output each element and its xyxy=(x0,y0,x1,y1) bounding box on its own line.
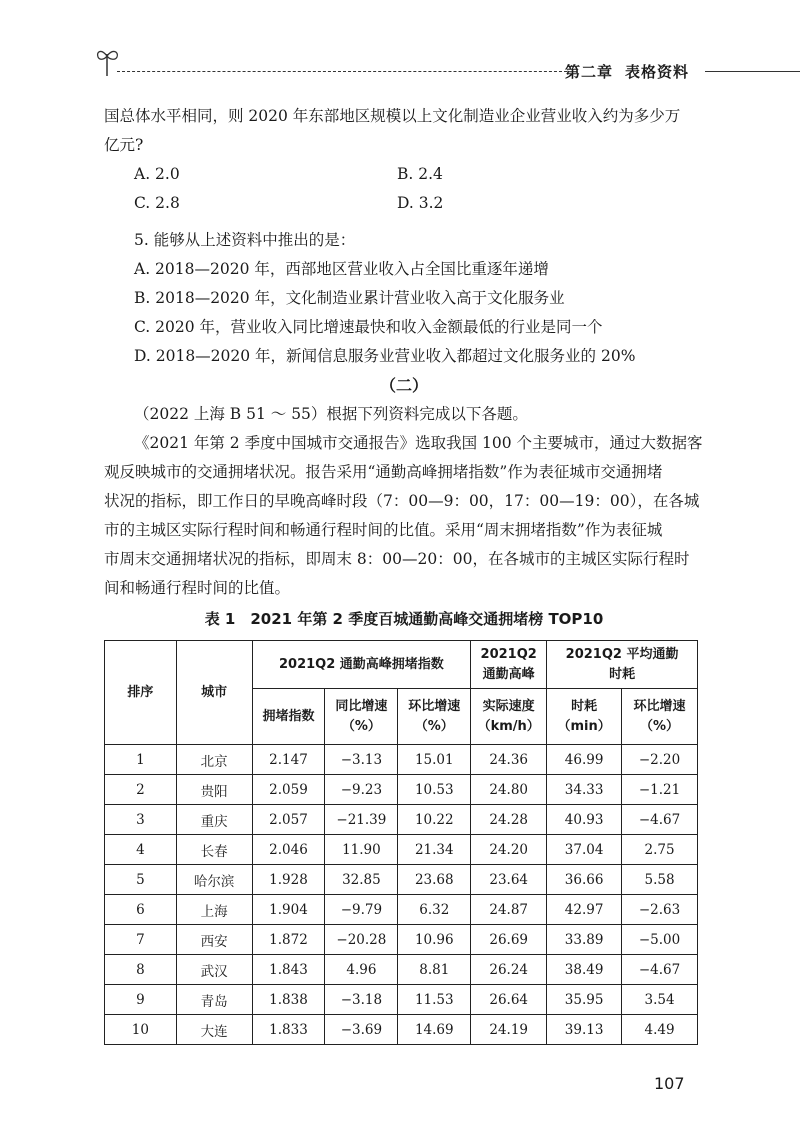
cell-yoy: −9.79 xyxy=(325,895,398,925)
chapter-number: 第二章 xyxy=(565,63,614,81)
cell-city: 上海 xyxy=(176,895,252,925)
cell-city: 青岛 xyxy=(176,985,252,1015)
cell-mom: 11.53 xyxy=(398,985,471,1015)
cell-mom: 6.32 xyxy=(398,895,471,925)
table-row xyxy=(105,985,698,1015)
cell-city: 长春 xyxy=(176,835,252,865)
q5-option-a: A. 2018—2020 年，西部地区营业收入占全国比重逐年递增 xyxy=(134,260,549,278)
header-time-line-2: （min） xyxy=(557,718,611,734)
source-line: （2022 上海 B 51 ～ 55）根据下列资料完成以下各题。 xyxy=(134,405,528,423)
cell-speed: 24.19 xyxy=(471,1015,547,1045)
cell-yoy: −9.23 xyxy=(325,775,398,805)
header-time-line-1: 时耗 xyxy=(571,698,598,714)
cell-time-mom: −1.21 xyxy=(622,775,698,805)
cell-city: 武汉 xyxy=(176,955,252,985)
cell-index: 1.904 xyxy=(252,895,325,925)
cell-index: 2.059 xyxy=(252,775,325,805)
q4-options-row-2 xyxy=(104,189,704,218)
intro-line-2: 观反映城市的交通拥堵状况。报告采用“通勤高峰拥堵指数”作为表征城市交通拥堵 xyxy=(104,463,663,481)
cell-index: 2.147 xyxy=(252,745,325,775)
intro-line-6: 间和畅通行程时间的比值。 xyxy=(104,579,291,597)
table-row xyxy=(105,895,698,925)
cell-mom: 21.34 xyxy=(398,835,471,865)
cell-time-mom: −4.67 xyxy=(622,805,698,835)
q5-option-b: B. 2018—2020 年，文化制造业累计营业收入高于文化服务业 xyxy=(134,289,565,307)
cell-time: 33.89 xyxy=(547,925,622,955)
question-5 xyxy=(104,226,704,603)
header-speed-group xyxy=(471,641,547,689)
cell-yoy: −3.69 xyxy=(325,1015,398,1045)
header-yoy xyxy=(325,689,398,745)
intro-line-4: 市的主城区实际行程时间和畅通行程时间的比值。采用“周末拥堵指数”作为表征城 xyxy=(104,521,663,539)
q4-option-a: A. 2.0 xyxy=(134,165,180,183)
q4-line-2: 亿元? xyxy=(104,136,144,154)
table-row xyxy=(105,1015,698,1045)
cell-rank: 1 xyxy=(105,745,177,775)
header-yoy-line-2: （%） xyxy=(341,718,381,734)
cell-time: 46.99 xyxy=(547,745,622,775)
cell-time-mom: −4.67 xyxy=(622,955,698,985)
question-4 xyxy=(104,102,704,218)
cell-city: 大连 xyxy=(176,1015,252,1045)
cell-city: 西安 xyxy=(176,925,252,955)
q4-options-row-1 xyxy=(104,160,704,189)
cell-city: 贵阳 xyxy=(176,775,252,805)
cell-mom: 14.69 xyxy=(398,1015,471,1045)
intro-line-3: 状况的指标，即工作日的早晚高峰时段（7：00—9：00，17：00—19：00），在各城 xyxy=(104,492,700,510)
q4-option-d: D. 3.2 xyxy=(397,194,444,212)
cell-speed: 24.87 xyxy=(471,895,547,925)
table-row xyxy=(105,745,698,775)
cell-mom: 8.81 xyxy=(398,955,471,985)
header-time-mom xyxy=(622,689,698,745)
header-time-group-line-1: 2021Q2 平均通勤 xyxy=(565,646,679,662)
cell-rank: 7 xyxy=(105,925,177,955)
cell-city: 哈尔滨 xyxy=(176,865,252,895)
cell-time: 34.33 xyxy=(547,775,622,805)
cell-speed: 24.36 xyxy=(471,745,547,775)
sprout-icon xyxy=(95,44,121,78)
cell-speed: 26.69 xyxy=(471,925,547,955)
header-time-mom-line-2: （%） xyxy=(640,718,680,734)
cell-mom: 10.22 xyxy=(398,805,471,835)
cell-rank: 8 xyxy=(105,955,177,985)
q4-option-b: B. 2.4 xyxy=(397,165,443,183)
cell-time-mom: −2.20 xyxy=(622,745,698,775)
table-row xyxy=(105,955,698,985)
cell-yoy: −21.39 xyxy=(325,805,398,835)
cell-time: 39.13 xyxy=(547,1015,622,1045)
header-mom-line-2: （%） xyxy=(414,718,454,734)
traffic-congestion-table xyxy=(104,640,698,1045)
header-speed xyxy=(471,689,547,745)
header-time-mom-line-1: 环比增速 xyxy=(633,698,686,714)
cell-rank: 5 xyxy=(105,865,177,895)
cell-index: 2.057 xyxy=(252,805,325,835)
cell-yoy: 4.96 xyxy=(325,955,398,985)
cell-mom: 10.53 xyxy=(398,775,471,805)
chapter-title: 表格资料 xyxy=(625,63,690,81)
cell-time-mom: 2.75 xyxy=(622,835,698,865)
cell-time-mom: 3.54 xyxy=(622,985,698,1015)
header-time xyxy=(547,689,622,745)
cell-speed: 23.64 xyxy=(471,865,547,895)
cell-index: 1.843 xyxy=(252,955,325,985)
table-body xyxy=(105,745,698,1045)
header-rule-right xyxy=(705,71,800,72)
cell-time: 36.66 xyxy=(547,865,622,895)
cell-speed: 24.80 xyxy=(471,775,547,805)
header-rank: 排序 xyxy=(105,641,177,745)
cell-index: 1.838 xyxy=(252,985,325,1015)
cell-time: 37.04 xyxy=(547,835,622,865)
cell-time: 42.97 xyxy=(547,895,622,925)
header-speed-group-line-1: 2021Q2 xyxy=(480,646,537,662)
cell-city: 重庆 xyxy=(176,805,252,835)
cell-time-mom: −2.63 xyxy=(622,895,698,925)
header-index-group: 2021Q2 通勤高峰拥堵指数 xyxy=(252,641,471,689)
cell-rank: 4 xyxy=(105,835,177,865)
cell-speed: 24.28 xyxy=(471,805,547,835)
cell-time-mom: 4.49 xyxy=(622,1015,698,1045)
header-speed-line-1: 实际速度 xyxy=(482,698,535,714)
cell-rank: 2 xyxy=(105,775,177,805)
cell-rank: 10 xyxy=(105,1015,177,1045)
cell-city: 北京 xyxy=(176,745,252,775)
cell-index: 1.928 xyxy=(252,865,325,895)
header-index: 拥堵指数 xyxy=(252,689,325,745)
intro-line-1: 《2021 年第 2 季度中国城市交通报告》选取我国 100 个主要城市，通过大数据客 xyxy=(134,434,703,452)
header-rule xyxy=(117,71,567,72)
table-row xyxy=(105,865,698,895)
chapter-label xyxy=(565,61,701,82)
cell-rank: 3 xyxy=(105,805,177,835)
cell-mom: 15.01 xyxy=(398,745,471,775)
header-yoy-line-1: 同比增速 xyxy=(335,698,388,714)
cell-speed: 26.64 xyxy=(471,985,547,1015)
q5-option-d: D. 2018—2020 年，新闻信息服务业营业收入都超过文化服务业的 20% xyxy=(134,347,636,365)
cell-time: 35.95 xyxy=(547,985,622,1015)
cell-time-mom: 5.58 xyxy=(622,865,698,895)
running-header xyxy=(95,44,705,84)
q5-option-c: C. 2020 年，营业收入同比增速最快和收入金额最低的行业是同一个 xyxy=(134,318,603,336)
section-title: （二） xyxy=(379,376,428,395)
cell-index: 1.872 xyxy=(252,925,325,955)
table-caption: 表 1 2021 年第 2 季度百城通勤高峰交通拥堵榜 TOP10 xyxy=(204,610,604,628)
header-mom-line-1: 环比增速 xyxy=(408,698,461,714)
cell-rank: 6 xyxy=(105,895,177,925)
cell-yoy: 11.90 xyxy=(325,835,398,865)
header-speed-group-line-2: 通勤高峰 xyxy=(482,666,535,682)
cell-index: 1.833 xyxy=(252,1015,325,1045)
cell-yoy: 32.85 xyxy=(325,865,398,895)
cell-yoy: −20.28 xyxy=(325,925,398,955)
header-city: 城市 xyxy=(176,641,252,745)
cell-speed: 24.20 xyxy=(471,835,547,865)
cell-time: 40.93 xyxy=(547,805,622,835)
q5-stem: 5. 能够从上述资料中推出的是： xyxy=(134,231,356,249)
cell-rank: 9 xyxy=(105,985,177,1015)
table-row xyxy=(105,775,698,805)
cell-yoy: −3.18 xyxy=(325,985,398,1015)
table-row xyxy=(105,835,698,865)
table-row xyxy=(105,925,698,955)
cell-yoy: −3.13 xyxy=(325,745,398,775)
cell-time: 38.49 xyxy=(547,955,622,985)
header-mom xyxy=(398,689,471,745)
cell-mom: 10.96 xyxy=(398,925,471,955)
header-time-group-line-2: 时耗 xyxy=(609,666,636,682)
q4-option-c: C. 2.8 xyxy=(134,194,180,212)
cell-time-mom: −5.00 xyxy=(622,925,698,955)
cell-mom: 23.68 xyxy=(398,865,471,895)
table-row xyxy=(105,805,698,835)
q4-line-1: 国总体水平相同，则 2020 年东部地区规模以上文化制造业企业营业收入约为多少万 xyxy=(104,107,681,125)
cell-index: 2.046 xyxy=(252,835,325,865)
page-number: 107 xyxy=(654,1074,685,1093)
header-speed-line-2: （km/h） xyxy=(477,718,540,734)
cell-speed: 26.24 xyxy=(471,955,547,985)
intro-line-5: 市周末交通拥堵状况的指标，即周末 8：00—20：00，在各城市的主城区实际行程时 xyxy=(104,550,690,568)
header-time-group xyxy=(547,641,698,689)
